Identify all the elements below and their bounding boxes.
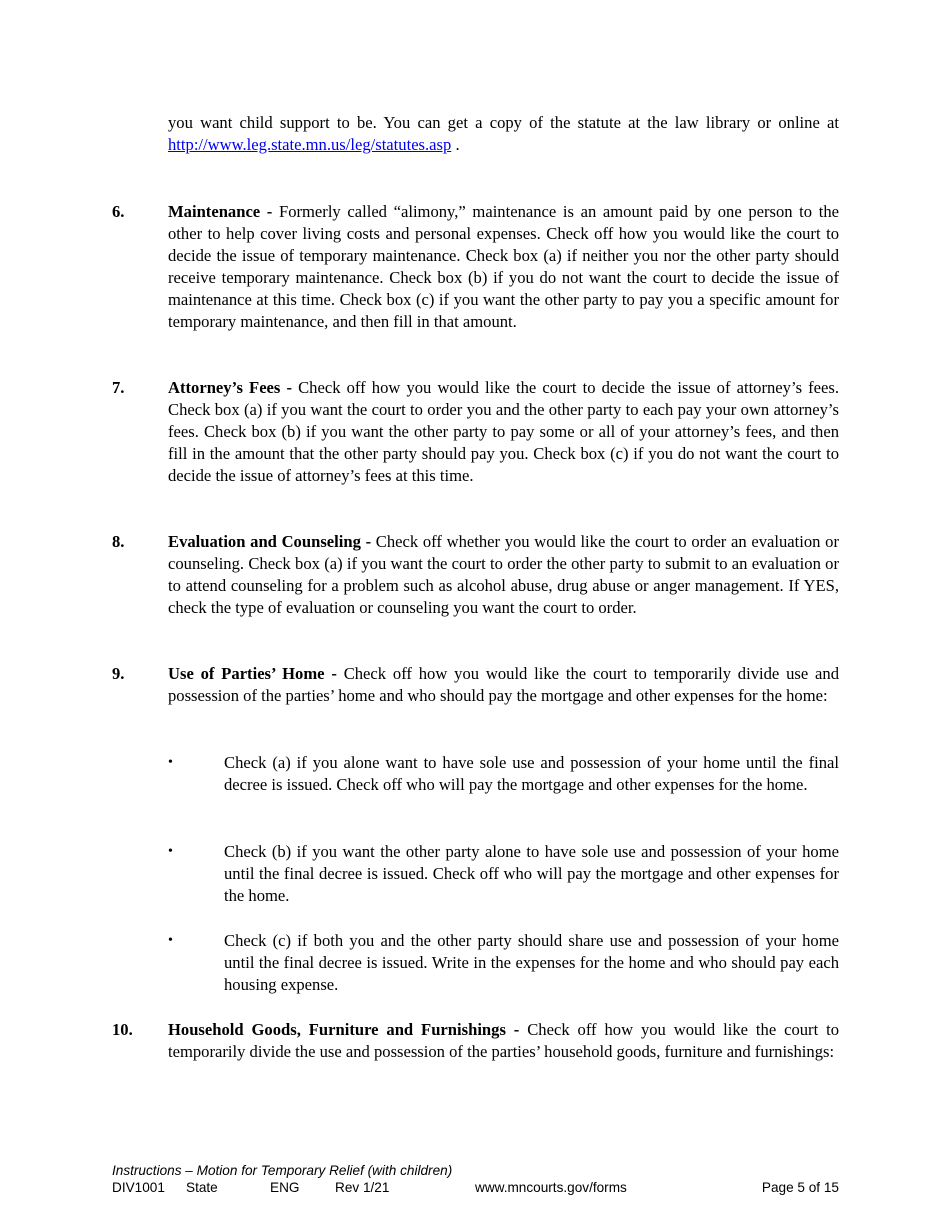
footer-form-id: DIV1001 [112,1180,165,1195]
item-body [168,531,839,619]
item-body [168,1019,839,1063]
item-heading: Maintenance - [168,202,273,221]
statutes-link[interactable]: http://www.leg.state.mn.us/leg/statutes.asp [168,135,452,154]
intro-paragraph [168,112,839,156]
item-number: 9. [112,664,125,683]
footer-language: ENG [270,1180,300,1195]
item-6-maintenance [112,201,839,333]
bullet-icon: • [168,933,173,948]
footer-meta-row [112,1179,839,1196]
item-9-parties-home [112,663,839,707]
item-body [168,663,839,707]
footer-page-number: Page 5 of 15 [761,1180,839,1195]
item-heading: Use of Parties’ Home - [168,664,337,683]
bullet-item [168,841,839,907]
item-8-evaluation-counseling [112,531,839,619]
item-number: 6. [112,202,125,221]
item-text: Check off whether you would like the court to order an evaluation or counseling. Check box (a) if you want the court to order the other party to submit to an evaluation or to attend counseling for a problem such as alcohol abuse, drug abuse or anger management. If YES, check the type of evaluation or counseling you want the court to order. [168,532,839,617]
bullet-item [168,752,839,796]
item-text: Check off how you would like the court to temporarily divide the use and possession of the parties’ household goods, furniture and furnishings: [168,1020,839,1061]
item-text: Check off how you would like the court to decide the issue of attorney’s fees. Check box (a) if you want the court to order you and the other party to each pay your own attorney’s fees. Check box (b) if you want the other party to pay some or all of your attorney’s fees, and then fill in the amount that the other party should pay you. Check box (c) if you do not want the court to decide the issue of attorney’s fees at this time. [168,378,839,485]
page-footer [112,1162,839,1196]
item-heading: Evaluation and Counseling - [168,532,372,551]
footer-jurisdiction: State [186,1180,218,1195]
bullet-item [168,930,839,996]
item-heading: Attorney’s Fees - [168,378,293,397]
item-text: Check off how you would like the court to temporarily divide use and possession of the parties’ home and who should pay the mortgage and other expenses for the home: [168,664,839,705]
bullet-text: Check (c) if both you and the other party should share use and possession of your home until the final decree is issued. Write in the expenses for the home and who should pay each housing expense. [224,931,839,994]
bullet-text: Check (a) if you alone want to have sole use and possession of your home until the final decree is issued. Check off who will pay the mortgage and other expenses for the home. [224,753,839,794]
item-body [168,377,839,487]
intro-text-end: . [451,135,460,154]
item-text: Formerly called “alimony,” maintenance is an amount paid by one person to the other to help cover living costs and personal expenses. Check off how you would like the court to decide the issue of temporary maintenance. Check box (a) if neither you nor the other party should receive temporary maintenance. Check box (b) if you do not want the court to decide the issue of maintenance at this time. Check box (c) if you want the other party to pay you a specific amount for temporary maintenance, and then fill in that amount. [168,202,839,331]
item-number: 7. [112,378,125,397]
item-number: 8. [112,532,125,551]
item-number: 10. [112,1020,133,1039]
bullet-icon: • [168,755,173,770]
footer-title: Instructions – Motion for Temporary Relief (with children) [112,1163,453,1178]
bullet-icon: • [168,844,173,859]
intro-text: you want child support to be. You can get a copy of the statute at the law library or online at [168,113,839,132]
footer-website: www.mncourts.gov/forms [475,1180,627,1195]
item-10-household-goods [112,1019,839,1063]
bullet-text: Check (b) if you want the other party alone to have sole use and possession of your home until the final decree is issued. Check off who will pay the mortgage and other expenses for the home. [224,842,839,905]
item-body [168,201,839,333]
footer-revision: Rev 1/21 [335,1180,390,1195]
item-heading: Household Goods, Furniture and Furnishings - [168,1020,520,1039]
item-7-attorneys-fees [112,377,839,487]
